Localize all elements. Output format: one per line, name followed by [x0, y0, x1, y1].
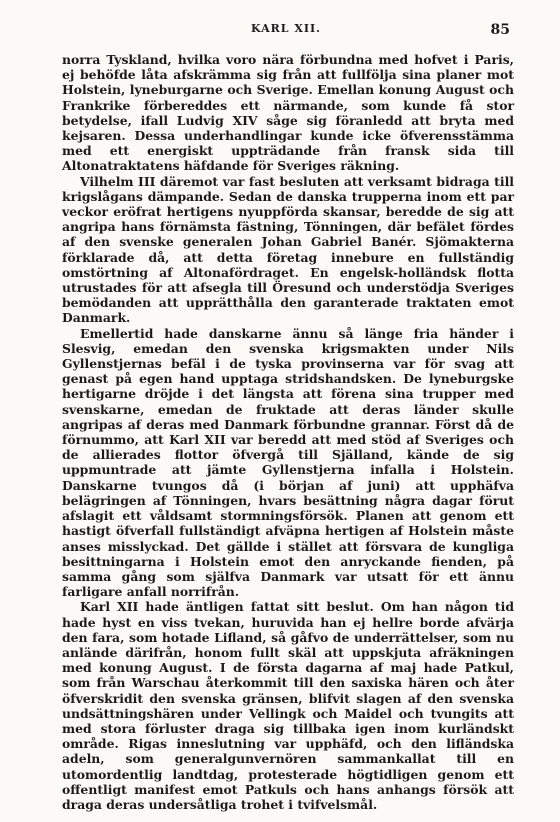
running-header [62, 22, 510, 42]
page-number: 85 [490, 22, 510, 38]
body-text [62, 52, 514, 812]
running-title: KARL XII. [250, 22, 321, 35]
paragraph: Emellertid hade danskarne ännu så länge fria händer i Slesvig, emedan den svenska krigsmakten under Nils Gyllenstjernas befäl i de tyska provinserna var för svag att genast på egen hand upptaga stridshandsken. De lyneburgske hertigarne dröjde i det längsta att förena sina trupper med svenskarne, emedan de fruktade att deras länder skulle angripas af deras med Danmark förbundne grannar. Först då de förnummo, att Karl XII var beredd att med stöd af Sveriges och de allierades flottor öfvergå till Själland, kände de sig uppmuntrade att jämte Gyllenstjerna infalla i Holstein. Danskarne tvungos då (i början af juni) att upphäfva belägringen af Tönningen, hvars besättning några dagar förut afslagit ett våldsamt stormningsförsök. Planen att genom ett hastigt öfverfall fullständigt afväpna hertigen af Holstein måste anses misslyckad. Det gällde i stället att försvara de kungliga besittningarna i Holstein emot den anryckande fienden, på samma gång som själfva Danmark var utsatt för ett ännu farligare anfall norrifrån. [62, 325, 514, 600]
paragraph: norra Tyskland, hvilka voro nära förbundna med hofvet i Paris, ej behöfde låta afskrämma sig från att fullfölja sina planer mot Holstein, lyneburgarne och Sverige. Emellan konung August och Frankrike förbereddes ett närmande, som kunde få stor betydelse, ifall Ludvig XIV såge sig föranledd att bryta med kejsaren. Dessa underhandlingar kunde icke öfverensstämma med ett energiskt uppträdande från fransk sida till Altonatraktatens häfdande för Sveriges räkning. [62, 52, 514, 174]
paragraph: Karl XII hade äntligen fattat sitt beslut. Om han någon tid hade hyst en viss tvekan, huruvida han ej hellre borde afvärja den fara, som hotade Lifland, så gåfvo de underrättelser, som nu anlände därifrån, honom fullt skäl att uppskjuta afräkningen med konung August. I de första dagarna af maj hade Patkul, som från Warschau återkommit till den saxiska hären och åter öfverskridit den svenska gränsen, blifvit slagen af den svenska undsättningshären under Vellingk och Maidel och tvungits att med stora förluster draga sig tillbaka igen inom kurländskt område. Rigas inneslutning var upphäfd, och den lifländska adeln, som generalgunvernören sammankallat till en utomordentlig landtdag, protesterade högtidligen genom ett offentligt manifest emot Patkuls och hans anhangs försök att draga deras undersåtliga trohet i tvifvelsmål. [62, 599, 514, 812]
paragraph: Vilhelm III däremot var fast besluten att verksamt bidraga till krigslågans dämpande. Sedan de danska trupperna inom ett par veckor eröfrat hertigens nyuppförda skansar, beredde de sig att angripa hans förnämsta fästning, Tönningen, där befälet fördes af den svenske generalen Johan Gabriel Banér. Sjömakterna förklarade då, att detta företag innebure en fullständig omstörtning af Altonafördraget. En engelsk-holländsk flotta utrustades för att afsegla till Öresund och understödja Sveriges bemödanden att upprätthålla den garanterade traktaten emot Danmark. [62, 173, 514, 326]
